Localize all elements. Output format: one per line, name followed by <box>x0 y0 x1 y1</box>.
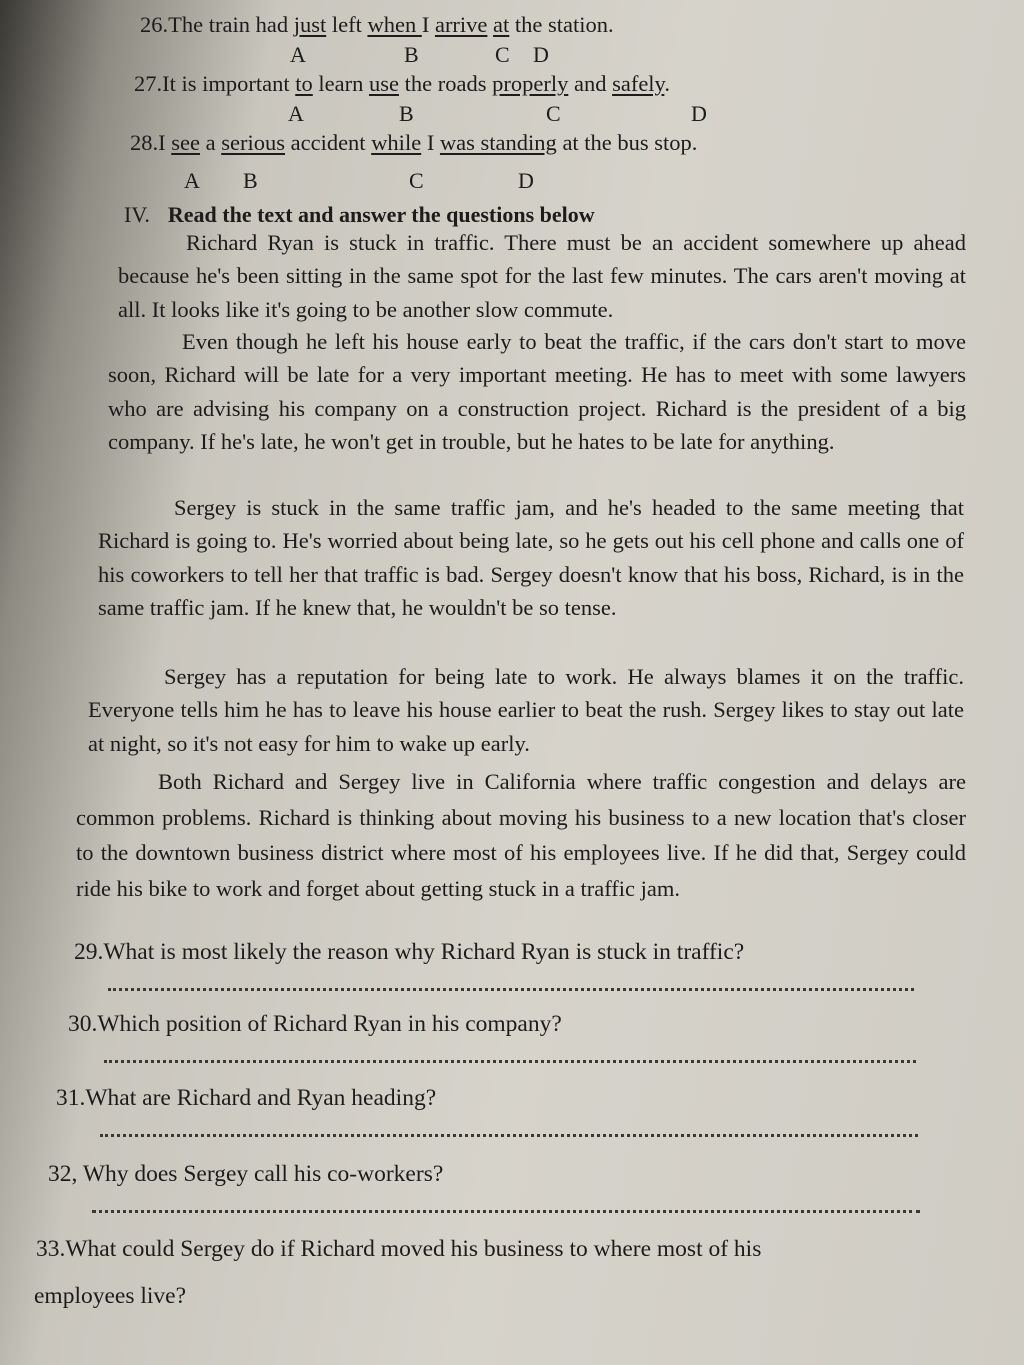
option-letter-c: C <box>409 168 424 193</box>
option-letter-c: C <box>546 101 561 126</box>
answer-line-32[interactable] <box>92 1210 920 1213</box>
option-b-text: use <box>368 71 399 96</box>
passage-paragraph-3: Sergey is stuck in the same traffic jam, and he's headed to the same meeting that Richard is going to. He's worried about being late, so he gets out his cell phone and calls one of his coworkers to tell her that traffic is bad. Sergey doesn't know that his boss, Richard, is in the same traffic jam. If he knew that, he wouldn't be so tense. <box>98 495 964 621</box>
option-b-text: serious <box>221 130 285 155</box>
option-d-text: safely <box>612 71 665 96</box>
question-30: 30.Which position of Richard Ryan in his company? <box>68 1011 562 1037</box>
option-letter-d: D <box>691 101 707 126</box>
answer-line-30[interactable] <box>104 1060 916 1063</box>
option-c-text: arrive <box>434 12 488 37</box>
passage-paragraph-4: Sergey has a reputation for being late to work. He always blames it on the traffic. Everyone tells him he has to leave his house earlier to beat the rush. Sergey likes to stay out late at night, so it's not easy for him to wake up early. <box>88 664 964 756</box>
option-letter-a: A <box>290 42 306 67</box>
section-heading <box>124 202 595 228</box>
option-a-text: just <box>293 12 327 37</box>
question-28: 28.I see a serious accident while I was standing at the bus stop. <box>130 130 698 155</box>
option-d-text: was standing <box>439 130 557 155</box>
passage-paragraph-2: Even though he left his house early to beat the traffic, if the cars don't start to move soon, Richard will be late for a very important meeting. He has to meet with some lawyers who are advising his company on a construction project. Richard is the president of a big company. If he's late, he won't get in trouble, but he hates to be late for anything. <box>108 329 966 455</box>
section-number: IV. <box>124 202 150 227</box>
option-letter-b: B <box>399 101 414 126</box>
option-a-text: to <box>295 71 313 96</box>
answer-line-29[interactable] <box>108 988 914 991</box>
option-letter-d: D <box>533 42 549 67</box>
option-a-text: see <box>171 130 200 155</box>
option-letter-d: D <box>518 168 534 193</box>
option-b-text: when <box>367 12 422 37</box>
option-c-text: while <box>371 130 422 155</box>
question-31: 31.What are Richard and Ryan heading? <box>56 1085 437 1111</box>
option-letter-a: A <box>288 101 304 126</box>
question-32: 32, Why does Sergey call his co-workers? <box>48 1161 444 1187</box>
option-c-text: properly <box>492 71 569 96</box>
section-title: Read the text and answer the questions below <box>167 202 595 227</box>
question-33: 33.What could Sergey do if Richard moved his business to where most of his <box>36 1236 762 1262</box>
question-26: 26.The train had just left when I arrive at the station. <box>140 12 614 37</box>
question-29: 29.What is most likely the reason why Richard Ryan is stuck in traffic? <box>74 939 745 965</box>
option-d-text: at <box>493 12 510 37</box>
passage-paragraph-1: Richard Ryan is stuck in traffic. There must be an accident somewhere up ahead because he's been sitting in the same spot for the last few minutes. The cars aren't moving at all. It looks like it's going to be another slow commute. <box>118 230 966 322</box>
option-letter-b: B <box>404 42 419 67</box>
answer-line-31[interactable] <box>100 1134 918 1137</box>
option-letter-c: C <box>495 42 510 67</box>
option-letter-a: A <box>184 168 200 193</box>
passage-paragraph-5: Both Richard and Sergey live in California where traffic congestion and delays are common problems. Richard is thinking about moving his business to a new location that's closer to the downtown business district where most of his employees live. If he did that, Sergey could ride his bike to work and forget about getting stuck in a traffic jam. <box>76 769 966 901</box>
question-27: 27.It is important to learn use the roads properly and safely. <box>134 71 670 96</box>
option-letter-b: B <box>243 168 258 193</box>
question-33-continued: employees live? <box>34 1283 187 1309</box>
